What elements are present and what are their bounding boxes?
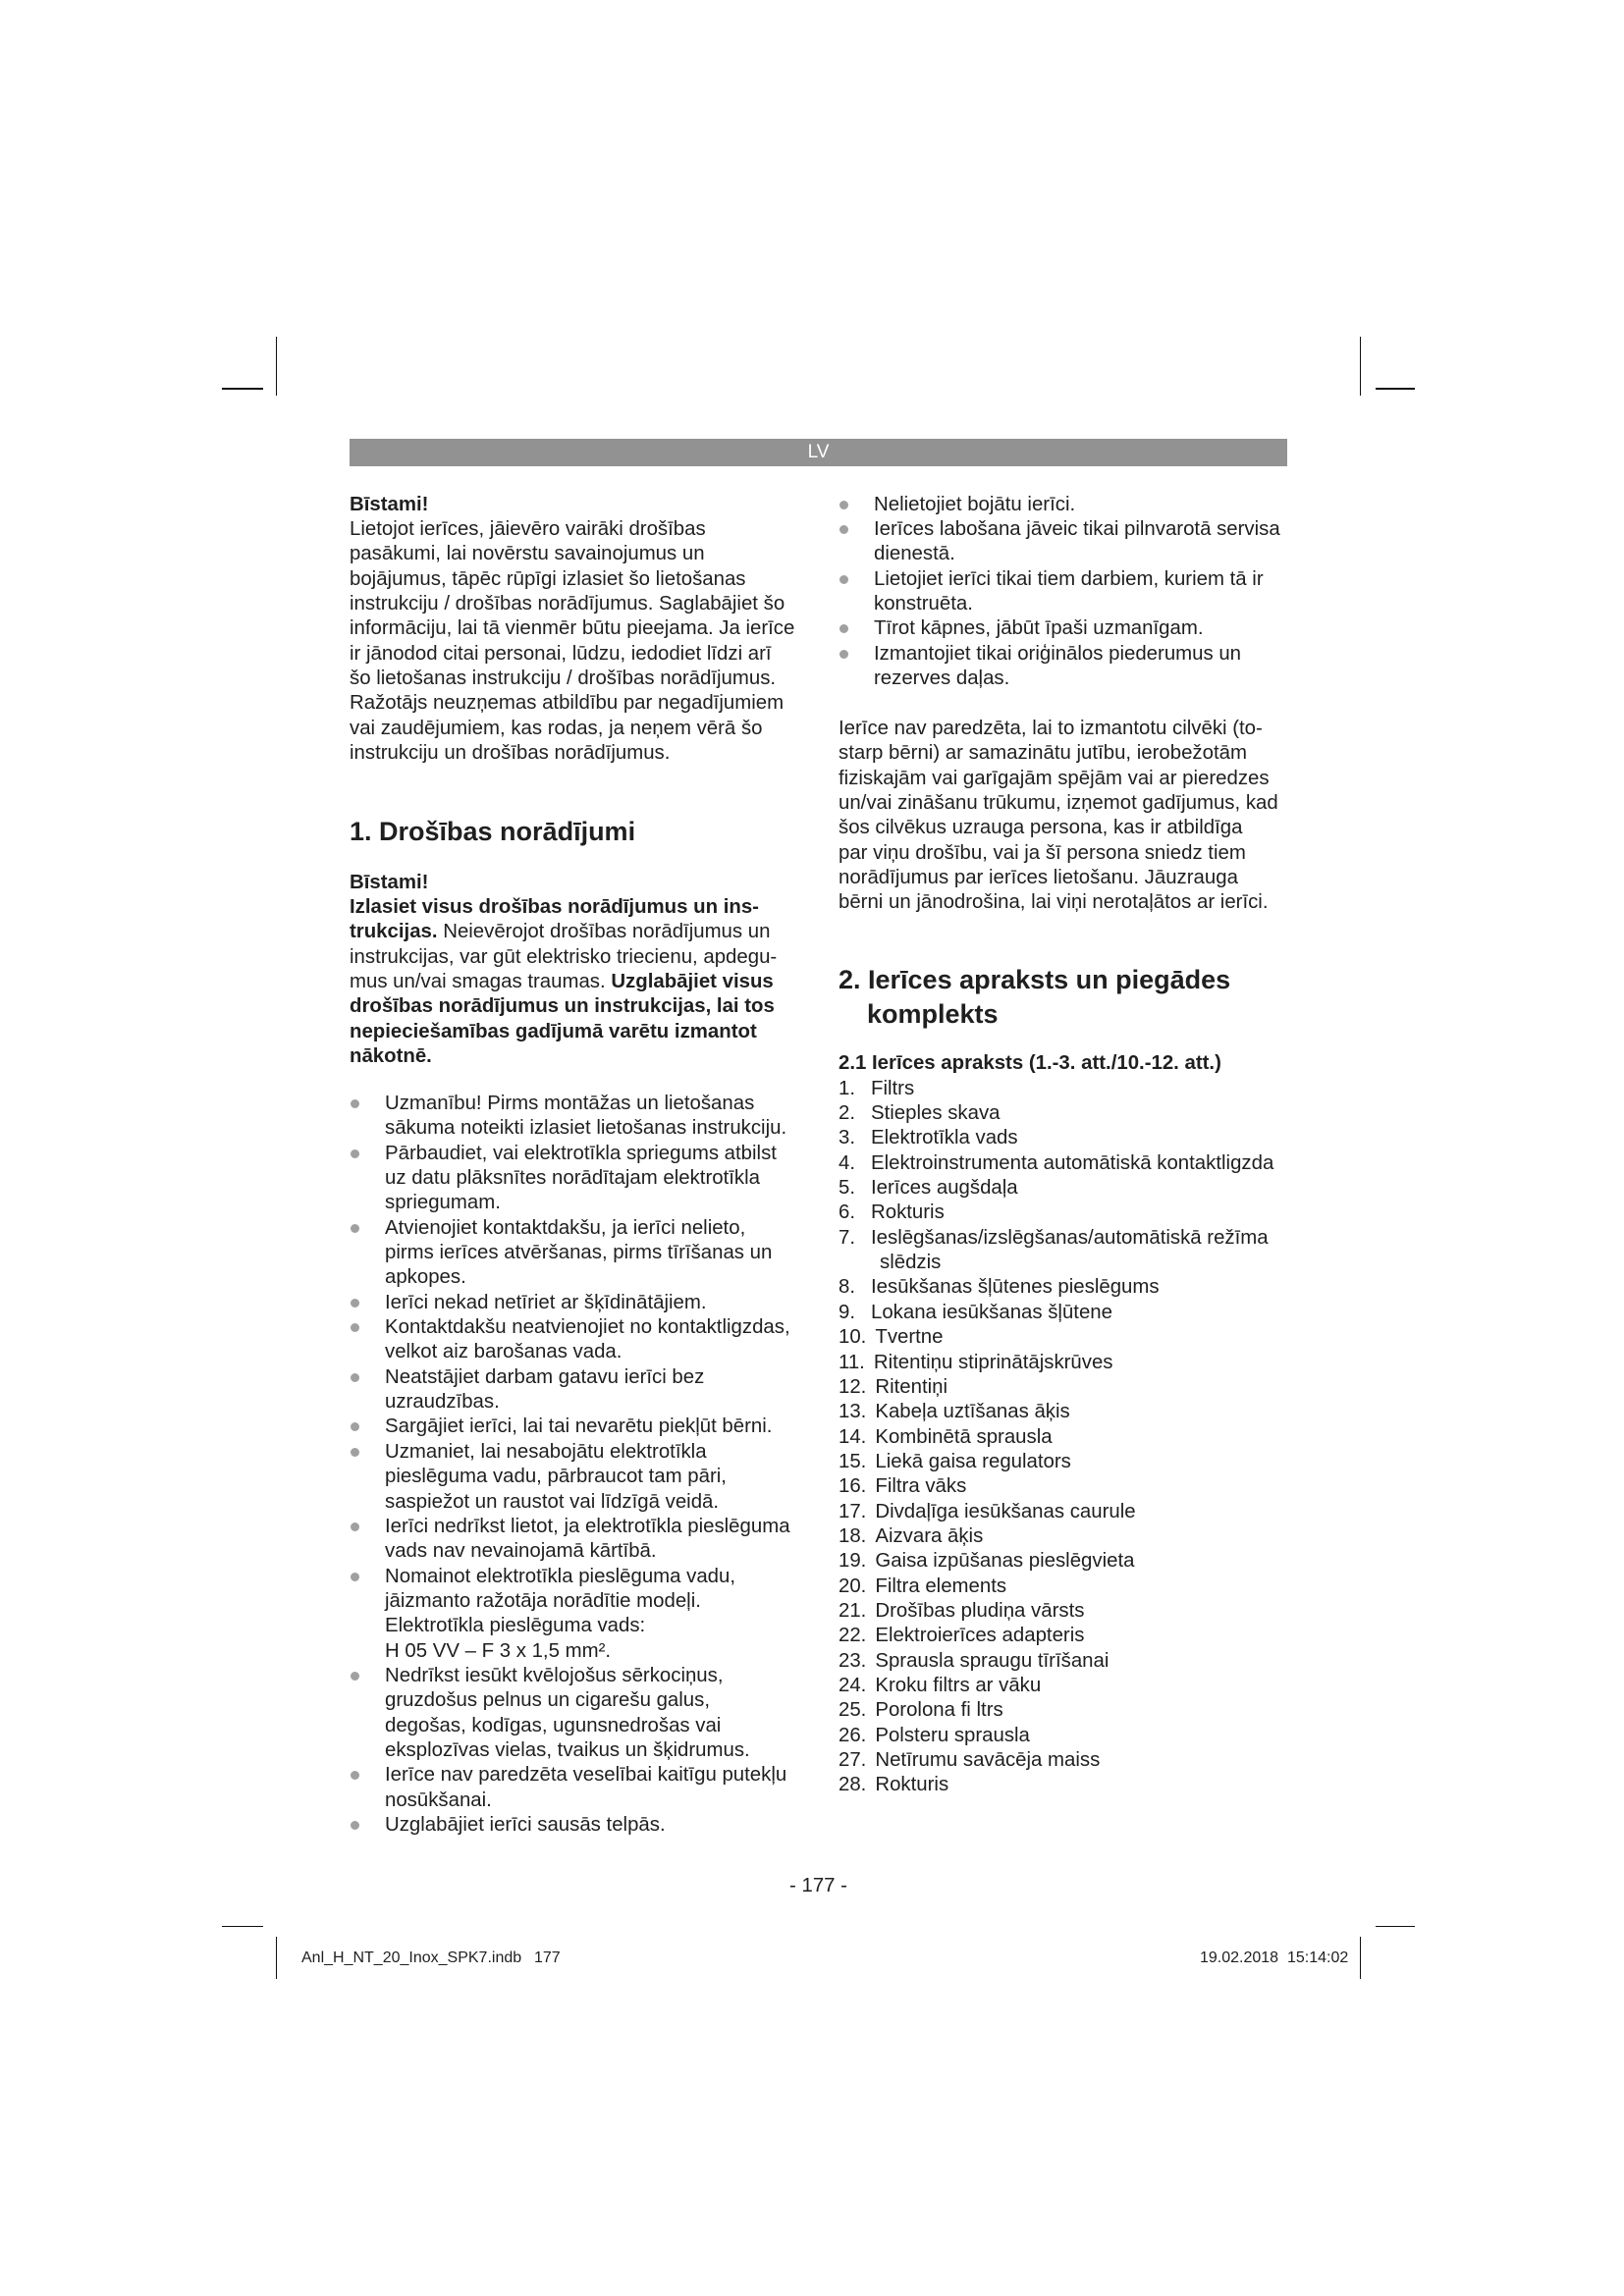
parts-list-label: Filtra vāks [875, 1475, 967, 1498]
usage-bullet-list [839, 493, 1280, 692]
parts-list-item [839, 1325, 1273, 1350]
bold-text-run: nākotnē. [350, 1044, 432, 1067]
text-line [350, 1044, 777, 1069]
bullet-dot-icon [839, 650, 848, 659]
bullet-item [350, 1142, 790, 1216]
bullet-dot-icon [351, 1299, 359, 1308]
parts-list-label: Kombinētā sprausla [875, 1425, 1053, 1448]
bullet-text-line: Kontaktdakšu neatvienojiet no kontaktligzdas, [385, 1316, 790, 1339]
parts-list-number: 25. [839, 1699, 867, 1722]
bullet-text-line: eksplozīvas vielas, tvaikus un šķidrumus. [385, 1738, 750, 1761]
parts-list-item [839, 1176, 1273, 1201]
text-line [350, 994, 777, 1019]
text-line: fiziskajām vai garīgajām spējām vai ar pieredzes [839, 767, 1270, 789]
bullet-dot-icon [351, 1323, 359, 1332]
parts-list-label: Filtra elements [875, 1575, 1007, 1597]
bullet-text-line: vads nav nevainojamā kārtībā. [385, 1540, 657, 1563]
bullet-text-line: Ierīci nekad netīriet ar šķīdinātājiem. [385, 1291, 707, 1313]
bullet-dot-icon [351, 1224, 359, 1233]
children-usage-paragraph [839, 717, 1278, 916]
parts-list-line [839, 1524, 1273, 1549]
crop-mark-bottom-left-vertical [276, 1937, 278, 1979]
parts-list-item [839, 1698, 1273, 1723]
parts-list-item [839, 1101, 1273, 1126]
safety-bullet-list [350, 1092, 790, 1838]
parts-list-item [839, 1301, 1273, 1325]
parts-list-line [839, 1724, 1273, 1748]
parts-list-item [839, 1400, 1273, 1424]
bullet-dot-icon [351, 1373, 359, 1382]
bullet-item [350, 1763, 790, 1813]
parts-list-label: Divdaļīga iesūkšanas caurule [875, 1500, 1136, 1522]
bullet-item [839, 642, 1280, 692]
bullet-dot-icon [839, 525, 848, 534]
parts-list-number: 14. [839, 1425, 867, 1448]
bullet-dot-icon [839, 624, 848, 633]
footer-file-page: 177 [534, 1949, 561, 1966]
bullet-text-line: dienestā. [874, 543, 955, 565]
parts-list-item [839, 1724, 1273, 1748]
parts-list-line [839, 1599, 1273, 1624]
parts-description-block [839, 1051, 1273, 1797]
bullet-text-line: Izmantojiet tikai oriģinālos piederumus un [874, 642, 1242, 665]
parts-list-label: Ieslēgšanas/izslēgšanas/automātiskā režīma [871, 1226, 1269, 1249]
bullet-text-line: konstruēta. [874, 592, 973, 614]
parts-list-label: Kroku filtrs ar vāku [875, 1674, 1042, 1696]
parts-list-item [839, 1275, 1273, 1300]
bullet-text-line: Nelietojiet bojātu ierīci. [874, 493, 1076, 515]
parts-list-item [839, 1450, 1273, 1474]
bullet-text-line: Uzmaniet, lai nesabojātu elektrotīkla [385, 1440, 707, 1463]
parts-list-number: 7. [839, 1226, 856, 1249]
bullet-item [839, 567, 1280, 617]
bullet-item [350, 1813, 790, 1838]
bullet-text-line: apkopes. [385, 1266, 466, 1289]
parts-list-label: Gaisa izpūšanas pieslēgvieta [875, 1550, 1135, 1573]
safety-warning-block [350, 871, 777, 1070]
bullet-item [350, 1315, 790, 1365]
bullet-item [839, 493, 1280, 517]
parts-list-label: Porolona fi ltrs [875, 1699, 1003, 1722]
parts-list-item [839, 1575, 1273, 1599]
bullet-text-line: Pārbaudiet, vai elektrotīkla spriegums atbilst [385, 1142, 777, 1164]
bullet-text-line: nosūkšanai. [385, 1789, 492, 1811]
text-line [350, 895, 777, 920]
crop-mark-bottom-right-vertical [1360, 1937, 1362, 1979]
language-code: LV [807, 442, 830, 462]
bullet-text-line: Lietojiet ierīci tikai tiem darbiem, kuriem tā ir [874, 567, 1264, 590]
parts-list-line [839, 1624, 1273, 1648]
crop-mark-top-right-horizontal [1376, 388, 1415, 390]
parts-list-label: Elektrotīkla vads [871, 1127, 1018, 1149]
parts-list-label: Stieples skava [871, 1102, 1001, 1125]
bullet-text-line: Uzmanību! Pirms montāžas un lietošanas [385, 1093, 755, 1114]
bullet-item [350, 1291, 790, 1315]
bullet-text-line: rezerves daļas. [874, 667, 1010, 689]
bullet-item [839, 616, 1280, 641]
intro-warning-title: Bīstami! [350, 493, 429, 515]
parts-list-number: 9. [839, 1301, 856, 1323]
parts-list-line [839, 1450, 1273, 1474]
bullet-text-line: saspiežot un raustot vai līdzīgā veidā. [385, 1490, 720, 1513]
parts-list-number: 16. [839, 1475, 867, 1498]
parts-list-number: 18. [839, 1524, 867, 1547]
bullet-dot-icon [839, 501, 848, 509]
parts-list-number: 1. [839, 1077, 856, 1099]
parts-list [839, 1077, 1273, 1798]
parts-list-item [839, 1351, 1273, 1375]
bullet-item [350, 1092, 790, 1142]
text-line: informāciju, lai tā vienmēr būtu pieejama. Ja ierīce [350, 617, 795, 640]
parts-list-line [839, 1325, 1273, 1350]
parts-list-item [839, 1500, 1273, 1524]
section-heading-description-line-1: 2. Ierīces apraksts un piegādes [839, 965, 1231, 994]
parts-list-number: 5. [839, 1177, 856, 1200]
parts-list-item [839, 1599, 1273, 1624]
bullet-item [350, 1565, 790, 1664]
bullet-text-line: Ierīci nedrīkst lietot, ja elektrotīkla pieslēguma [385, 1515, 790, 1537]
text-line: bojājumus, tāpēc rūpīgi izlasiet šo lietošanas [350, 567, 746, 590]
parts-list-line [839, 1077, 1273, 1101]
parts-list-line [839, 1698, 1273, 1723]
text-line: pasākumi, lai novērstu savainojumus un [350, 543, 705, 565]
parts-list-label: Ritentiņi [875, 1375, 948, 1398]
bullet-item [350, 1664, 790, 1763]
parts-list-number: 6. [839, 1201, 856, 1224]
parts-list-item [839, 1474, 1273, 1499]
bold-text-run: nepieciešamības gadījumā varētu izmantot [350, 1020, 757, 1042]
text-run: mus un/vai smagas traumas. [350, 970, 612, 992]
text-line: Ierīce nav paredzēta, lai to izmantotu cilvēki (to- [839, 718, 1263, 739]
text-line: par viņu drošību, vai ja šī persona sniedz tiem [839, 841, 1246, 864]
bullet-dot-icon [351, 1573, 359, 1581]
bullet-dot-icon [351, 1099, 359, 1108]
parts-list-line [839, 1101, 1273, 1126]
crop-mark-top-right-vertical [1360, 337, 1362, 396]
text-line: norādījumus par ierīces lietošanu. Jāuzrauga [839, 867, 1238, 889]
bullet-dot-icon [351, 1672, 359, 1681]
bullet-dot-icon [351, 1422, 359, 1431]
parts-list-number: 15. [839, 1450, 867, 1472]
text-line: instrukcijas, var gūt elektrisko triecienu, apdegu- [350, 945, 778, 968]
footer-date: 19.02.2018 [1200, 1949, 1279, 1966]
parts-list-number: 11. [839, 1351, 865, 1373]
parts-list-line [839, 1425, 1273, 1450]
parts-list-item [839, 1649, 1273, 1674]
parts-list-label: Rokturis [871, 1201, 945, 1224]
bullet-text-line: velkot aiz barošanas vada. [385, 1341, 623, 1363]
bullet-text-line: Elektrotīkla pieslēguma vads: [385, 1615, 646, 1637]
bullet-text-line: Atvienojiet kontaktdakšu, ja ierīci nelieto, [385, 1216, 746, 1239]
bullet-text-line: Ierīces labošana jāveic tikai pilnvarotā servisa [874, 517, 1280, 540]
parts-list-number: 17. [839, 1500, 867, 1522]
bullet-text-line: jāizmanto ražotāja norādītie modeļi. [385, 1589, 701, 1612]
section-heading-description [839, 963, 1230, 1031]
bold-text-run: drošības norādījumus un instrukcijas, lai tos [350, 995, 775, 1018]
text-line: un/vai zināšanu trūkumu, izņemot gadījumus, kad [839, 792, 1278, 815]
parts-list-line [839, 1226, 1273, 1251]
parts-list-line [839, 1773, 1273, 1797]
text-line: starp bērni) ar samazinātu jutību, ierobežotām [839, 742, 1247, 765]
bold-text-run: trukcijas. [350, 921, 438, 943]
text-line: Ražotājs neuzņemas atbildību par negadījumiem [350, 692, 785, 715]
text-line: ir jānodod citai personai, lūdzu, iedodiet līdzi arī [350, 642, 772, 665]
text-line: vai zaudējumiem, kas rodas, ja neņem vērā šo [350, 717, 763, 739]
bullet-dot-icon [351, 1448, 359, 1457]
parts-list-number: 20. [839, 1575, 867, 1597]
parts-subheading: 2.1 Ierīces apraksts (1.-3. att./10.-12. att.) [839, 1052, 1221, 1075]
parts-list-item [839, 1126, 1273, 1150]
section-heading-safety: 1. Drošības norādījumi [350, 816, 636, 846]
bullet-text-line: Tīrot kāpnes, jābūt īpaši uzmanīgam. [874, 617, 1204, 640]
parts-list-number: 4. [839, 1151, 856, 1174]
text-line: instrukciju un drošības norādījumus. [350, 741, 671, 764]
text-line: Lietojot ierīces, jāievēro vairāki drošības [350, 517, 706, 540]
section-heading-description-line-2: komplekts [867, 998, 999, 1029]
bullet-text-line: gruzdošus pelnus un cigarešu galus, [385, 1689, 710, 1712]
parts-list-continuation: slēdzis [880, 1252, 942, 1274]
text-line: šos cilvēkus uzrauga persona, kas ir atbildīga [839, 817, 1243, 839]
parts-list-number: 10. [839, 1326, 867, 1349]
parts-list-line [839, 1649, 1273, 1674]
parts-list-line [839, 1275, 1273, 1300]
parts-list-number: 19. [839, 1550, 867, 1573]
parts-list-line [839, 1500, 1273, 1524]
bullet-dot-icon [839, 575, 848, 584]
bullet-text-line: Uzglabājiet ierīci sausās telpās. [385, 1813, 666, 1836]
text-line: instrukciju / drošības norādījumus. Saglabājiet šo [350, 592, 785, 614]
parts-list-line [839, 1575, 1273, 1599]
parts-list-number: 12. [839, 1375, 867, 1398]
safety-warning-title: Bīstami! [350, 871, 429, 893]
safety-warning-text [350, 895, 777, 1069]
language-header-bar [350, 439, 1287, 466]
parts-list-line [839, 1375, 1273, 1400]
parts-list-number: 8. [839, 1276, 856, 1299]
bullet-text-line: pirms ierīces atvēršanas, pirms tīrīšanas un [385, 1242, 773, 1264]
bullet-item [350, 1365, 790, 1415]
bullet-text-line: uz datu plāksnītes norādītajam elektrotīkla [385, 1167, 760, 1190]
parts-list-item [839, 1674, 1273, 1698]
bullet-text-line: Nomainot elektrotīkla pieslēguma vadu, [385, 1565, 736, 1587]
parts-list-item [839, 1549, 1273, 1574]
footer-file-name: Anl_H_NT_20_Inox_SPK7.indb [301, 1949, 522, 1966]
parts-list-label: Lokana iesūkšanas šļūtene [871, 1301, 1112, 1323]
parts-list-number: 26. [839, 1724, 867, 1746]
parts-list-label: Polsteru sprausla [875, 1724, 1030, 1746]
parts-list-line [839, 1201, 1273, 1225]
parts-list-label: Elektroinstrumenta automātiskā kontaktligzda [871, 1151, 1274, 1174]
bullet-text-line: spriegumam. [385, 1192, 501, 1214]
parts-list-item [839, 1375, 1273, 1400]
parts-list-line [839, 1301, 1273, 1325]
parts-list-line [839, 1176, 1273, 1201]
parts-list-label: Kabeļa uztīšanas āķis [875, 1401, 1070, 1423]
intro-warning-text [350, 517, 794, 766]
crop-mark-bottom-right-horizontal [1376, 1926, 1415, 1928]
bullet-item [839, 517, 1280, 567]
bullet-text-line: sākuma noteikti izlasiet lietošanas instrukciju. [385, 1117, 787, 1140]
bold-text-run: Izlasiet visus drošības norādījumus un ins- [350, 895, 759, 918]
text-line [350, 920, 777, 944]
bullet-text-line: uzraudzības. [385, 1391, 500, 1414]
bullet-text-line: Nedrīkst iesūkt kvēlojošus sērkociņus, [385, 1664, 724, 1686]
crop-mark-bottom-left-horizontal [222, 1926, 263, 1928]
parts-list-label: Iesūkšanas šļūtenes pieslēgums [871, 1276, 1160, 1299]
parts-list-line [839, 1748, 1273, 1773]
parts-list-number: 2. [839, 1102, 856, 1125]
bullet-text-line: Neatstājiet darbam gatavu ierīci bez [385, 1365, 705, 1388]
parts-list-item [839, 1425, 1273, 1450]
bullet-text-line: H 05 VV – F 3 x 1,5 mm². [385, 1639, 612, 1662]
parts-list-label: Liekā gaisa regulators [875, 1450, 1071, 1472]
parts-list-label: Rokturis [875, 1774, 949, 1796]
bullet-dot-icon [351, 1522, 359, 1531]
bold-text-run: Uzglabājiet visus [611, 970, 774, 992]
bullet-dot-icon [351, 1821, 359, 1830]
parts-list-label: Filtrs [871, 1077, 915, 1099]
text-run: Neievērojot drošības norādījumus un [437, 921, 771, 943]
parts-list-number: 24. [839, 1674, 867, 1696]
parts-list-label: Netīrumu savācēja maiss [875, 1749, 1101, 1772]
parts-list-line [839, 1674, 1273, 1698]
parts-list-number: 13. [839, 1401, 867, 1423]
parts-list-item [839, 1201, 1273, 1225]
parts-list-line [839, 1474, 1273, 1499]
parts-list-label: Tvertne [875, 1326, 944, 1349]
bullet-dot-icon [351, 1771, 359, 1780]
parts-list-item [839, 1151, 1273, 1176]
text-line: šo lietošanas instrukciju / drošības norādījumus. [350, 667, 777, 689]
bullet-item [350, 1440, 790, 1515]
parts-list-number: 23. [839, 1649, 867, 1672]
parts-list-item [839, 1624, 1273, 1648]
parts-list-label: Sprausla spraugu tīrīšanai [875, 1649, 1110, 1672]
parts-list-line [839, 1351, 1273, 1375]
parts-list-number: 27. [839, 1749, 867, 1772]
bullet-item [350, 1515, 790, 1565]
parts-list-item [839, 1748, 1273, 1773]
parts-list-line [839, 1151, 1273, 1176]
crop-mark-top-left-vertical [276, 337, 278, 396]
parts-list-label: Drošības pludiņa vārsts [875, 1599, 1085, 1622]
parts-list-line [839, 1400, 1273, 1424]
parts-list-line [839, 1126, 1273, 1150]
intro-warning-block [350, 493, 794, 767]
parts-list-line [839, 1549, 1273, 1574]
text-line [350, 970, 777, 994]
bullet-item [350, 1216, 790, 1291]
parts-list-label: Aizvara āķis [875, 1524, 984, 1547]
bullet-text-line: Sargājiet ierīci, lai tai nevarētu piekļūt bērni. [385, 1415, 773, 1438]
parts-list-number: 28. [839, 1774, 867, 1796]
parts-list-item [839, 1524, 1273, 1549]
footer-time: 15:14:02 [1287, 1949, 1349, 1966]
parts-list-number: 3. [839, 1127, 856, 1149]
text-line [350, 1020, 777, 1044]
parts-list-item [839, 1077, 1273, 1101]
parts-list-number: 22. [839, 1625, 867, 1647]
bullet-text-line: pieslēguma vadu, pārbraucot tam pāri, [385, 1466, 727, 1488]
bullet-text-line: Ierīce nav paredzēta veselībai kaitīgu putekļu [385, 1764, 787, 1787]
parts-list-label: Ritentiņu stiprinātājskrūves [873, 1351, 1113, 1373]
crop-mark-top-left-horizontal [222, 388, 263, 390]
parts-list-label: Elektroierīces adapteris [875, 1625, 1085, 1647]
page-number: - 177 - [789, 1875, 847, 1896]
parts-list-item [839, 1773, 1273, 1797]
bullet-dot-icon [351, 1149, 359, 1158]
bullet-item [350, 1415, 790, 1439]
parts-list-item [839, 1226, 1273, 1276]
parts-list-label: Ierīces augšdaļa [871, 1177, 1018, 1200]
text-line: bērni un jānodrošina, lai viņi nerotaļātos ar ierīci. [839, 891, 1269, 914]
parts-list-number: 21. [839, 1599, 867, 1622]
bullet-text-line: degošas, kodīgas, ugunsnedrošas vai [385, 1714, 722, 1736]
